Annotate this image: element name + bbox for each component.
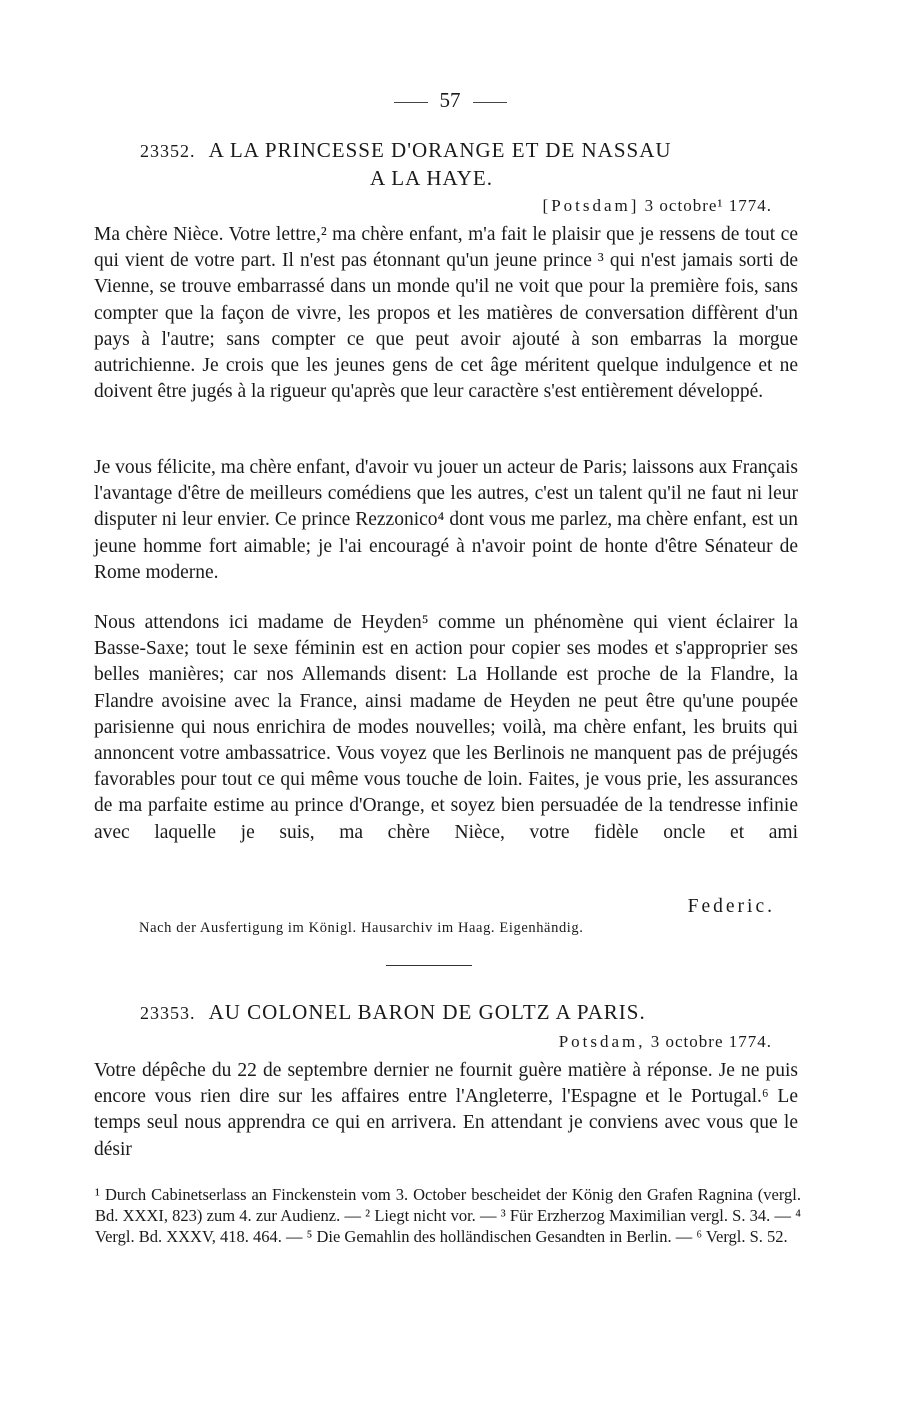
- letter1-heading: [140, 138, 780, 163]
- letter2-dateline-date: 3 octobre 1774.: [650, 1032, 772, 1051]
- section-divider: [386, 965, 472, 966]
- letter1-paragraph-3: Nous attendons ici madame de Heyden⁵ comme un phénomène qui vient éclairer la Basse-Saxe; tout le sexe féminin est en action pour copier ses modes et s'approprier ses belles manières; car nos Allemands disent: La Hollande est proche de la Flandre, la Flandre avoisine avec la France, ainsi madame de Heyden ne peut être qu'une poupée parisienne qui nous enrichira de modes nouvelles; voilà, ma chère enfant, les bruits qui annoncent votre ambassatrice. Vous voyez que les Berlinois ne manquent pas de préjugés favorables pour tout ce qui même vous touche de loin. Faites, je vous prie, les assurances de ma parfaite estime au prince d'Orange, et soyez bien persuadée de la tendresse infinie avec laquelle je suis, ma chère Nièce, votre fidèle oncle et ami: [94, 612, 798, 843]
- footnote-block: ¹ Durch Cabinetserlass an Finckenstein vom 3. October bescheidet der König den Grafen Ragnina (vergl. Bd. XXXI, 823) zum 4. zur Audienz. — ² Liegt nicht vor. — ³ Für Erzherzog Maximilian vergl. S. 34. — ⁴ Vergl. Bd. XXXV, 418. 464. — ⁵ Die Gemahlin des holländischen Gesandten in Berlin. — ⁶ Vergl. S. 52.: [95, 1185, 801, 1247]
- letter1-title-line2: A LA HAYE.: [370, 166, 493, 190]
- letter1-source-note: Nach der Ausfertigung im Königl. Hausarchiv im Haag. Eigenhändig.: [139, 920, 584, 936]
- letter2-heading: [140, 1000, 780, 1025]
- letter1-title-line1: A LA PRINCESSE D'ORANGE ET DE NASSAU: [208, 138, 672, 162]
- letter1-number: 23352.: [140, 141, 196, 161]
- letter2-paragraph: Votre dépêche du 22 de septembre dernier ne fournit guère matière à réponse. Je ne puis encore vous rien dire sur les affaires entre l'Angleterre, l'Espagne et le Portugal.⁶ Le temps seul nous apprendra ce qui en arrivera. En attendant je conviens avec vous que le désir: [94, 1060, 798, 1160]
- letter1-paragraph-1: Ma chère Nièce. Votre lettre,² ma chère enfant, m'a fait le plaisir que je ressens de tout ce qui vient de votre part. Il n'est pas étonnant qu'un jeune prince ³ qui n'est jamais sorti de Vienne, se trouve embarrassé dans un monde qu'il ne voit que pour la première fois, sans compter que la façon de vivre, les propos et les matières de conversation diffèrent d'un pays à l'autre; sans compter ce que peut avoir ajouté à son embarras la morgue autrichienne. Je crois que les jeunes gens de cet âge méritent quelque indulgence et ne doivent être jugés à la rigueur qu'après que leur caractère s'est entièrement développé.: [94, 224, 798, 403]
- page-number: 57: [439, 88, 461, 112]
- running-head-dash-left: [394, 102, 428, 103]
- running-head-dash-right: [473, 102, 507, 103]
- letter2-title: AU COLONEL BARON DE GOLTZ A PARIS.: [208, 1000, 646, 1024]
- letter1-dateline-place: [Potsdam]: [542, 196, 640, 215]
- letter2-number: 23353.: [140, 1003, 196, 1023]
- letter1-signature: Federic.: [687, 896, 775, 917]
- letter1-paragraph-2: Je vous félicite, ma chère enfant, d'avoir vu jouer un acteur de Paris; laissons aux Français l'avantage d'être de meilleurs comédiens que les autres, c'est un talent qu'il ne faut ni leur disputer ni leur envier. Ce prince Rezzonico⁴ dont vous me parlez, ma chère enfant, est un jeune homme fort aimable; je l'ai encouragé à n'avoir point de honte d'être Sénateur de Rome moderne.: [94, 457, 798, 583]
- letter1-dateline-date: 3 octobre¹ 1774.: [644, 196, 772, 215]
- letter2-dateline: [559, 1032, 772, 1052]
- letter1-dateline: [543, 196, 772, 216]
- footnotes: [95, 1184, 801, 1248]
- letter2-dateline-place: Potsdam,: [558, 1032, 646, 1051]
- running-head: [0, 88, 900, 113]
